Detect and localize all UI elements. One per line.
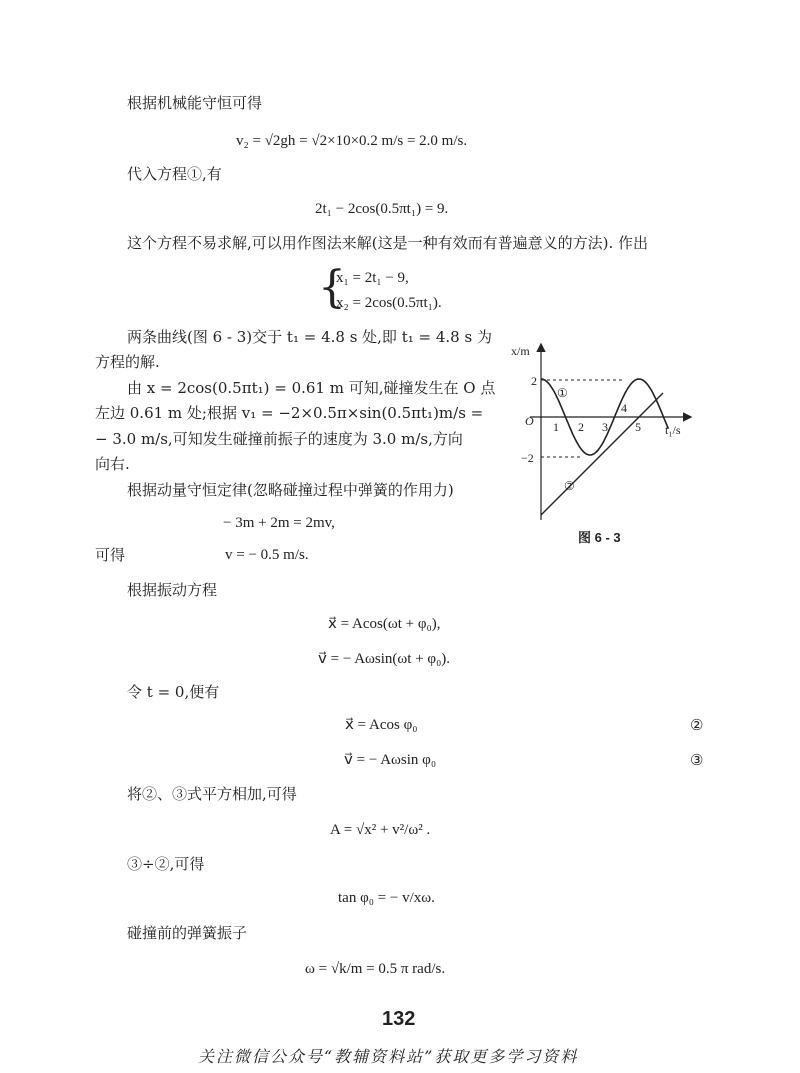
y-tick-label: −2 (521, 451, 534, 465)
equation: v⃗ = − Aωsin φ₀ (344, 752, 437, 768)
text-line: 根据动量守恒定律(忽略碰撞过程中弹簧的作用力) (127, 481, 454, 499)
text-line: 两条曲线(图 6 - 3)交于 t₁ = 4.8 s 处,即 t₁ = 4.8 s 为 (127, 328, 492, 346)
text-line: 这个方程不易求解,可以用作图法来解(这是一种有效而有普遍意义的方法). 作出 (127, 234, 649, 252)
text-line: 根据振动方程 (127, 581, 218, 599)
equation: 2t₁ − 2cos(0.5πt₁) = 9. (315, 201, 449, 217)
curve-line (541, 393, 663, 515)
text-line: 由 x = 2cos(0.5πt₁) = 0.61 m 可知,碰撞发生在 O 点 (127, 379, 496, 397)
curve-1-label: ① (557, 386, 568, 400)
text-line: 碰撞前的弹簧振子 (127, 924, 248, 942)
equation: ω = √k/m = 0.5 π rad/s. (305, 961, 446, 977)
equation-number: ② (690, 716, 704, 734)
x-axis-label: t₁/s (665, 423, 681, 437)
text-line: 根据机械能守恒可得 (127, 94, 263, 112)
brace-symbol: { (318, 262, 346, 313)
equation: v = − 0.5 m/s. (225, 547, 309, 563)
curve-2-label: ② (564, 479, 575, 493)
text-line: 可得 (95, 546, 126, 564)
x-tick-label: 2 (578, 420, 584, 434)
text-line: 将②、③式平方相加,可得 (127, 785, 297, 803)
equation: x₂ = 2cos(0.5πt₁). (336, 295, 442, 311)
x-tick-label: 3 (602, 420, 608, 434)
x-tick-label: 1 (553, 420, 559, 434)
figure-caption: 图 6 - 3 (578, 530, 621, 545)
equation: v⃗ = − Aωsin(ωt + φ₀). (318, 651, 451, 667)
equation: A = √x² + v²/ω² . (330, 822, 431, 838)
text-line: 左边 0.61 m 处;根据 v₁ = −2×0.5π×sin(0.5πt₁)m/s = (95, 404, 484, 422)
y-axis-label: x/m (511, 344, 530, 358)
equation: x₁ = 2t₁ − 9, (336, 270, 409, 286)
text-line: 方程的解. (95, 353, 160, 371)
text-line: − 3.0 m/s,可知发生碰撞前振子的速度为 3.0 m/s,方向 (95, 430, 463, 448)
text-line: ③÷②,可得 (127, 855, 205, 873)
x-tick-label: 4 (621, 401, 627, 415)
equation: x⃗ = Acos(ωt + φ₀), (328, 616, 441, 632)
figure-6-3 (505, 335, 705, 525)
text-line: 向右. (95, 455, 130, 473)
equation-number: ③ (690, 751, 704, 769)
equation: tan φ₀ = − v/xω. (338, 890, 435, 906)
y-tick-label: 2 (531, 374, 537, 388)
text-line: 代入方程①,有 (127, 165, 222, 183)
x-tick-label: 5 (635, 420, 641, 434)
footer-note: 关注微信公众号“教辅资料站”获取更多学习资料 (198, 1047, 579, 1066)
origin-label: O (525, 414, 534, 428)
equation: − 3m + 2m = 2mv, (223, 515, 335, 531)
equation: v₂ = √2gh = √2×10×0.2 m/s = 2.0 m/s. (236, 133, 468, 149)
text-line: 令 t = 0,便有 (127, 683, 220, 701)
page-number: 132 (382, 1008, 416, 1030)
equation: x⃗ = Acos φ₀ (345, 717, 418, 733)
